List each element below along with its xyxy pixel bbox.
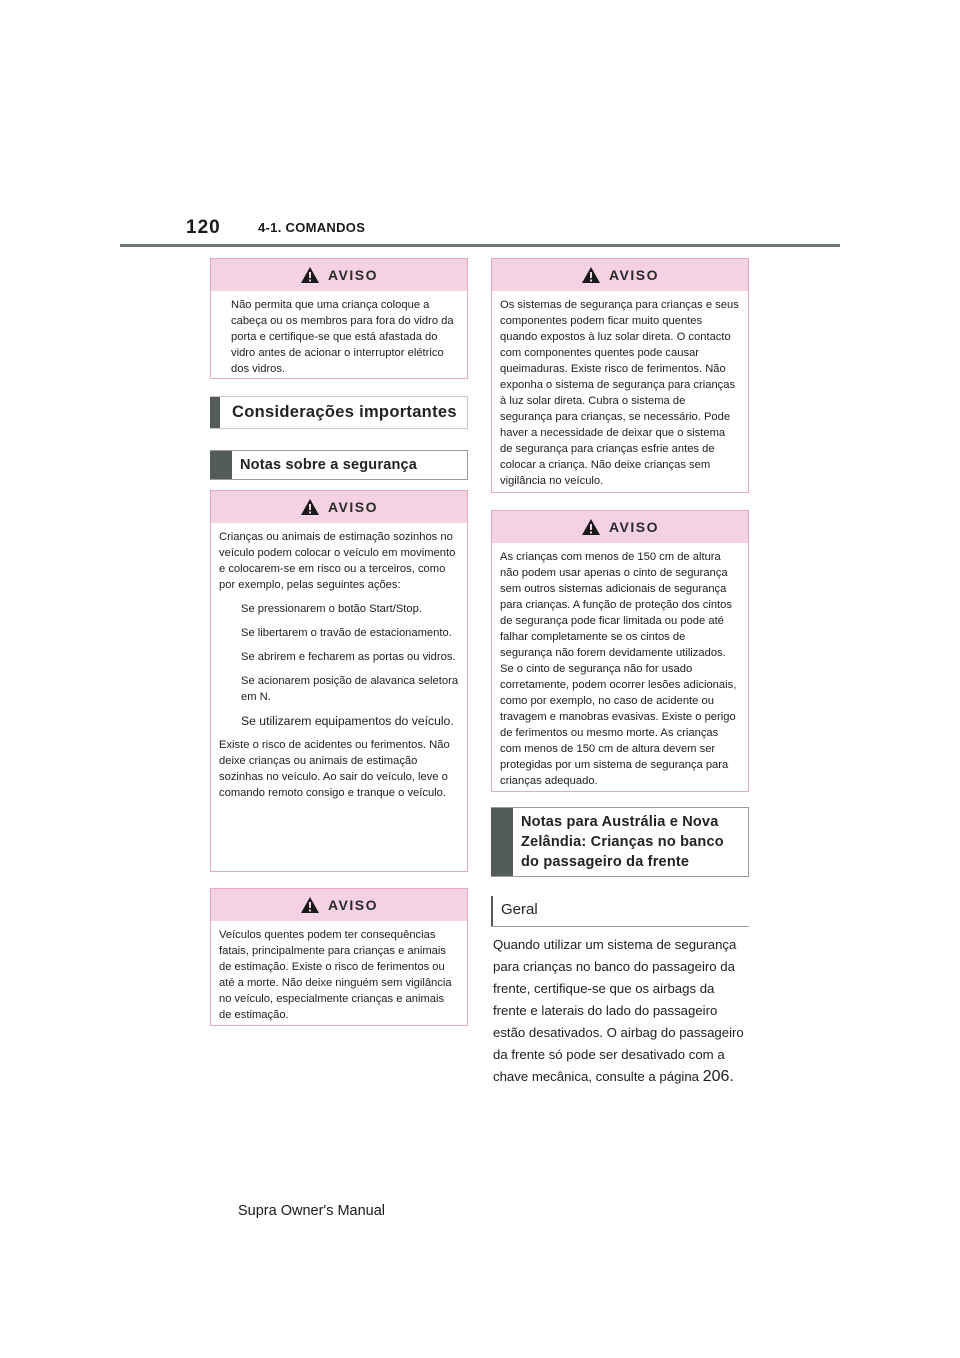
heading-geral-text: Geral	[501, 901, 538, 918]
heading-sub-text: Notas para Austrália e Nova Zelândia: Crianças no banco do passageiro da frente	[521, 814, 724, 870]
aviso-header	[492, 259, 748, 291]
aviso-box-height	[491, 510, 749, 792]
heading-notas-australia	[491, 807, 749, 877]
aviso-header	[492, 511, 748, 543]
aviso-intro: Crianças ou animais de estimação sozinhos no veículo podem colocar o veículo em movimento e colocarem-se em risco ou a terceiros, como por exemplo, pelas seguintes ações:	[219, 531, 456, 591]
aviso-title: AVISO	[608, 519, 660, 535]
heading-notas-seguranca	[210, 450, 468, 480]
warning-triangle-icon	[581, 266, 601, 284]
aviso-item: Se abrirem e fecharem as portas ou vidros.	[241, 651, 456, 663]
aviso-title: AVISO	[327, 897, 379, 913]
page-number: 120	[186, 217, 221, 238]
aviso-text: Veículos quentes podem ter consequências fatais, principalmente para crianças e animais de estimação. Existe o risco de ferimentos ou até a morte. Não deixe ninguém sem vigilância no veículo, especialmente crianças e animais de estimação.	[219, 929, 452, 1021]
aviso-outro: Existe o risco de acidentes ou ferimentos. Não deixe crianças ou animais de estimação sozinhas no veículo. Ao sair do veículo, leve o comando remoto consigo e tranque o veículo.	[219, 739, 450, 799]
aviso-box-window	[210, 258, 468, 379]
section-label: 4-1. COMANDOS	[258, 220, 366, 235]
warning-triangle-icon	[581, 518, 601, 536]
aviso-box-children	[210, 490, 468, 872]
aviso-item: Se utilizarem equipamentos do veículo.	[241, 714, 454, 728]
warning-triangle-icon	[300, 266, 320, 284]
aviso-header	[211, 491, 467, 523]
aviso-title: AVISO	[327, 267, 379, 283]
aviso-header	[211, 889, 467, 921]
body-paragraph-text: Quando utilizar um sistema de segurança para crianças no banco do passageiro da frente, certifique-se que os airbags da frente e laterais do lado do passageiro estão desativados. O airbag do passageiro da frente só pode ser desativado com a chave mecânica, consulte a página	[493, 937, 744, 1084]
heading-bar	[210, 397, 220, 428]
aviso-text: Não permita que uma criança coloque a cabeça ou os membros para fora do vidro da porta e certifique-se que está afastada do vidro antes de acionar o interruptor elétrico dos vidros.	[231, 299, 454, 375]
aviso-item: Se acionarem posição de alavanca seletora em N.	[241, 675, 459, 703]
aviso-body	[211, 523, 467, 815]
aviso-item: Se pressionarem o botão Start/Stop.	[241, 603, 422, 615]
body-paragraph	[493, 934, 751, 1088]
aviso-box-hot-vehicle	[210, 888, 468, 1026]
aviso-text: Os sistemas de segurança para crianças e seus componentes podem ficar muito quentes quando expostos à luz solar direta. O contacto com componentes quentes pode causar queimaduras. Existe risco de ferimentos. Não exponha o sistema de segurança para crianças à luz solar direta. Cubra o sistema de segurança para crianças, se necessário. Pode haver a necessidade de deixar que o sistema de segurança para crianças esfrie antes de colocar a criança. Não deixe crianças sem vigilância no veículo.	[500, 299, 739, 487]
footer-manual-name: Supra Owner's Manual	[238, 1203, 386, 1219]
heading-geral-bar	[491, 896, 493, 926]
warning-triangle-icon	[300, 896, 320, 914]
aviso-item: Se libertarem o travão de estacionamento.	[241, 627, 452, 639]
aviso-title: AVISO	[608, 267, 660, 283]
heading-sub-bar	[210, 451, 232, 479]
page-reference: 206.	[702, 1068, 734, 1085]
header-rule	[120, 244, 840, 247]
aviso-header	[211, 259, 467, 291]
heading-geral	[491, 896, 749, 927]
heading-main-text: Considerações importantes	[232, 403, 457, 421]
aviso-title: AVISO	[327, 499, 379, 515]
aviso-box-hot-seats	[491, 258, 749, 493]
heading-sub-bar	[491, 808, 513, 876]
warning-triangle-icon	[300, 498, 320, 516]
heading-consideracoes	[210, 396, 468, 429]
aviso-text: As crianças com menos de 150 cm de altura não podem usar apenas o cinto de segurança sem outros sistemas adicionais de segurança para crianças. A função de proteção dos cintos de segurança pode ficar limitada ou pode até falhar completamente se os cintos de segurança não forem devidamente utilizados. Se o cinto de segurança não for usado corretamente, podem ocorrer lesões adicionais, como por exemplo, no caso de acidente ou travagem e manobras evasivas. Existe o perigo de ferimentos ou mesmo morte. As crianças com menos de 150 cm de altura devem ser protegidas por um sistema de segurança para crianças adequado.	[500, 551, 737, 787]
heading-sub-text: Notas sobre a segurança	[240, 457, 418, 473]
